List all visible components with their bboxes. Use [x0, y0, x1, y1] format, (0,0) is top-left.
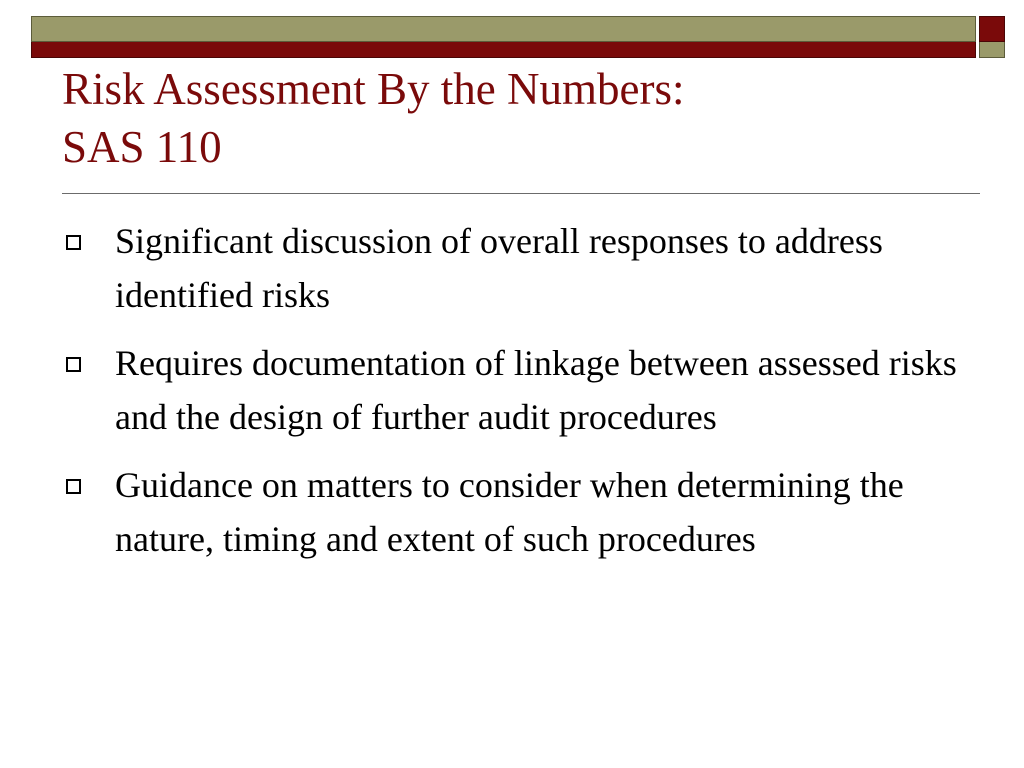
corner-square-maroon [979, 16, 1005, 42]
header-band-olive [31, 16, 976, 42]
hollow-square-bullet-icon [66, 479, 81, 494]
bullet-item [62, 214, 962, 322]
bullet-text: Guidance on matters to consider when determining the nature, timing and extent of such procedures [115, 465, 904, 559]
hollow-square-bullet-icon [66, 235, 81, 250]
header-band-maroon [31, 42, 976, 58]
slide-title [62, 60, 962, 176]
title-divider [62, 193, 980, 194]
hollow-square-bullet-icon [66, 357, 81, 372]
slide-title-line-2: SAS 110 [62, 122, 222, 172]
bullet-list [62, 214, 962, 580]
corner-square-olive [979, 42, 1005, 58]
bullet-text: Significant discussion of overall responses to address identified risks [115, 221, 883, 315]
bullet-text: Requires documentation of linkage between assessed risks and the design of further audit procedures [115, 343, 957, 437]
bullet-item [62, 336, 962, 444]
slide-title-line-1: Risk Assessment By the Numbers: [62, 64, 685, 114]
bullet-item [62, 458, 962, 566]
